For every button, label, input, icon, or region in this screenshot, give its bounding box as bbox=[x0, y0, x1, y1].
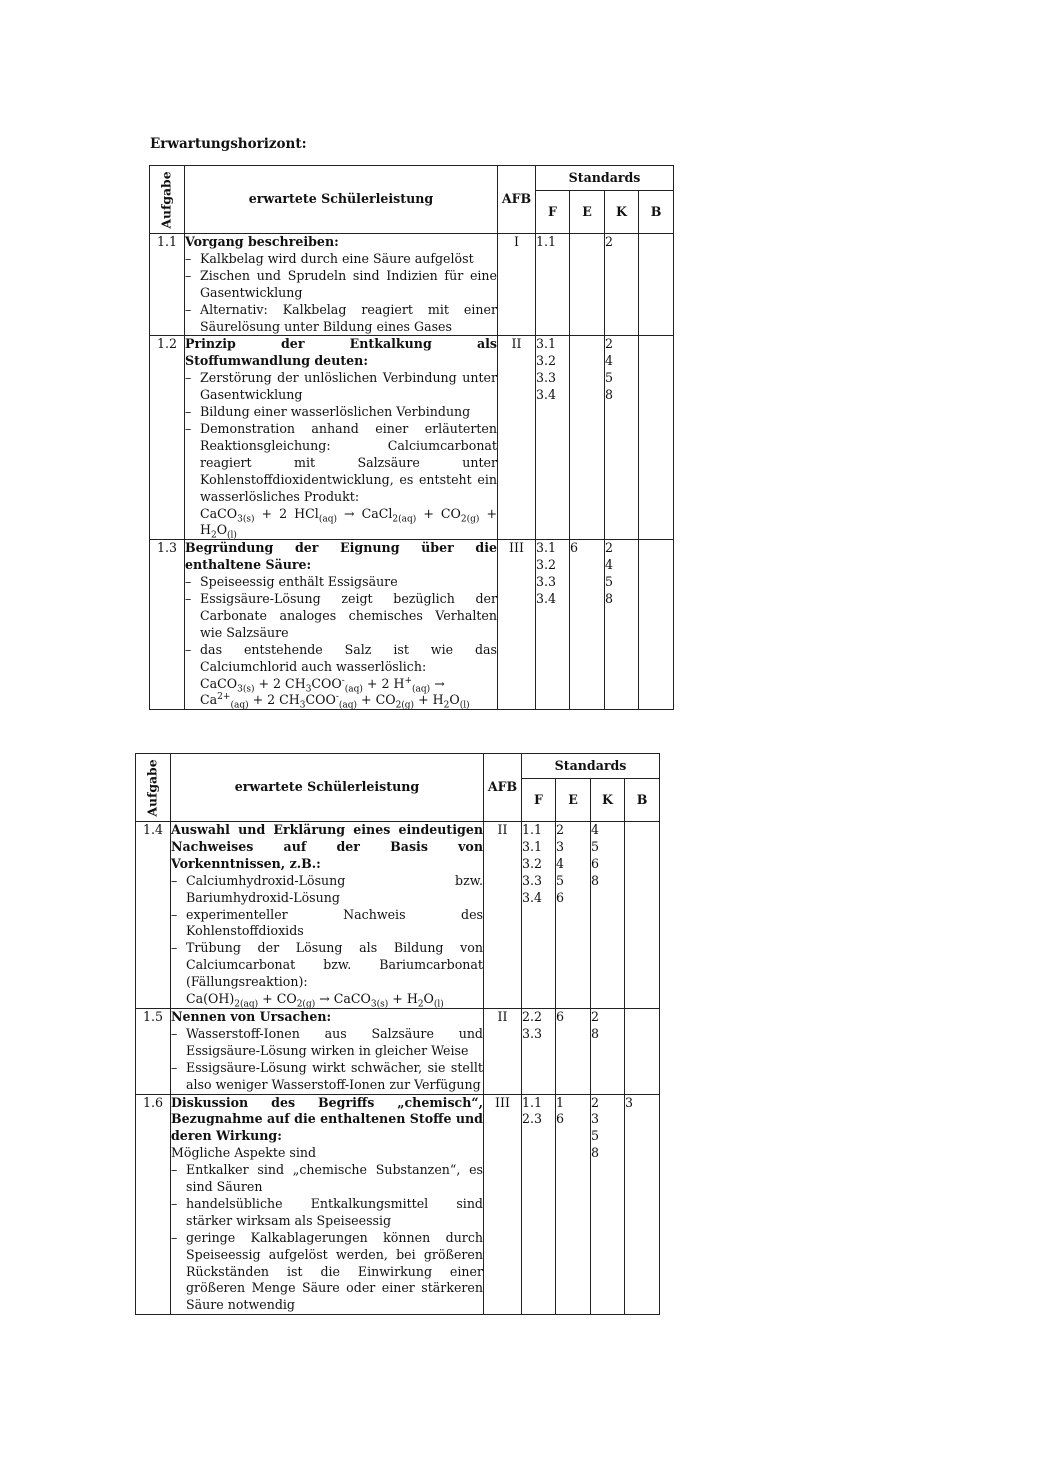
standard-value: 3.2 bbox=[522, 855, 543, 871]
task-number: 1.3 bbox=[150, 540, 185, 710]
list-item: – Demonstration anhand einer erläuterten Reaktionsgleichung: Calciumcarbonat reagiert mit Salzsäure unter Kohlenstoffdioxidentwicklung, es entsteht ein wasserlösliches Produkt: bbox=[185, 421, 497, 506]
standard-value: 3.4 bbox=[536, 590, 557, 606]
standard-f bbox=[522, 1008, 556, 1094]
list-item: – Essigsäure-Lösung wirkt schwächer, sie stellt also weniger Wasserstoff-Ionen zur Verfügung bbox=[171, 1060, 483, 1094]
standard-k bbox=[591, 1094, 625, 1315]
afb-value: I bbox=[498, 234, 536, 336]
item-list bbox=[185, 251, 497, 336]
standard-value: 3 bbox=[591, 1111, 600, 1127]
expected-performance bbox=[171, 822, 484, 1009]
afb-value: II bbox=[498, 336, 536, 540]
list-item: – Essigsäure-Lösung zeigt bezüglich der Carbonate analoges chemisches Verhalten wie Salzsäure bbox=[185, 591, 497, 642]
reaction-equation: CaCO$_{3(s)}$ + 2 $CH_3COO^-_{(aq)} + 2$ $H^+_{(aq)}$ → $Ca^{2+}_{(aq)} + 2$ $CH_3COO^-_{(aq)} + CO_{2(g)} + H_2O_{(l)}$ bbox=[200, 675, 470, 711]
task-number: 1.2 bbox=[150, 336, 185, 540]
standard-value: 4 bbox=[605, 353, 614, 369]
standard-value: 1.1 bbox=[522, 822, 543, 837]
standard-e bbox=[570, 336, 605, 540]
afb-value: II bbox=[484, 1008, 522, 1094]
standard-value: 4 bbox=[556, 855, 565, 871]
reaction-equation: $Ca(OH)_{2(aq)} + CO_{2(g)}$ → CaCO$_{3(s)}$ + $H_2O_{(l)}$ bbox=[186, 991, 444, 1010]
standard-value: 6 bbox=[570, 540, 579, 556]
expected-performance bbox=[185, 336, 498, 540]
page-heading: Erwartungshorizont: bbox=[150, 136, 307, 152]
standard-b bbox=[639, 234, 674, 336]
header-aufgabe: Aufgabe bbox=[136, 754, 171, 822]
header-leistung: erwartete Schülerleistung bbox=[185, 166, 498, 234]
list-item: – handelsübliche Entkalkungsmittel sind stärker wirksam als Speiseessig bbox=[171, 1196, 483, 1230]
standard-value: 5 bbox=[605, 370, 614, 386]
standard-k bbox=[605, 234, 639, 336]
standard-value: 5 bbox=[591, 1128, 600, 1144]
task-number: 1.6 bbox=[136, 1094, 171, 1315]
list-item: – Wasserstoff-Ionen aus Salzsäure und Essigsäure-Lösung wirken in gleicher Weise bbox=[171, 1026, 483, 1060]
header-b: B bbox=[625, 779, 660, 822]
standard-k bbox=[591, 1008, 625, 1094]
standard-value: 2 bbox=[605, 234, 614, 249]
list-item: – Entkalker sind „chemische Substanzen“, es sind Säuren bbox=[171, 1162, 483, 1196]
task-number: 1.5 bbox=[136, 1008, 171, 1094]
header-standards: Standards bbox=[536, 166, 674, 191]
header-k: K bbox=[605, 191, 639, 234]
expectation-table-1 bbox=[149, 165, 674, 710]
standard-value: 2.2 bbox=[522, 1008, 543, 1024]
task-intro: Mögliche Aspekte sind bbox=[171, 1145, 317, 1161]
standard-e bbox=[570, 540, 605, 710]
header-f: F bbox=[522, 779, 556, 822]
standard-b bbox=[639, 540, 674, 710]
standard-value: 3.4 bbox=[536, 387, 557, 403]
task-number: 1.1 bbox=[150, 234, 185, 336]
standard-value: 6 bbox=[556, 889, 565, 905]
standard-value: 3.3 bbox=[522, 1025, 543, 1041]
standard-value: 3 bbox=[556, 838, 565, 854]
expected-performance bbox=[185, 234, 498, 336]
list-item: – Kalkbelag wird durch eine Säure aufgelöst bbox=[185, 251, 497, 268]
task-number: 1.4 bbox=[136, 822, 171, 1009]
table-row bbox=[136, 1094, 660, 1315]
table-row bbox=[150, 540, 674, 710]
standard-value: 3.1 bbox=[536, 540, 557, 556]
header-leistung: erwartete Schülerleistung bbox=[171, 754, 484, 822]
standard-value: 5 bbox=[556, 872, 565, 888]
item-list bbox=[185, 574, 497, 675]
standard-f bbox=[536, 336, 570, 540]
standard-k bbox=[591, 822, 625, 1009]
standard-value: 5 bbox=[605, 574, 614, 590]
standard-value: 3.4 bbox=[522, 889, 543, 905]
standard-value: 2 bbox=[591, 1094, 600, 1110]
list-item: – das entstehende Salz ist wie das Calciumchlorid auch wasserlöslich: bbox=[185, 642, 497, 676]
standard-value: 3.2 bbox=[536, 353, 557, 369]
standard-b bbox=[625, 822, 660, 1009]
standard-value: 2 bbox=[556, 822, 565, 837]
task-title: Diskussion des Begriffs „chemisch“, Bezugnahme auf die enthaltenen Stoffe und deren Wirkung: bbox=[171, 1094, 483, 1144]
list-item: – Trübung der Lösung als Bildung von Calciumcarbonat bzw. Bariumcarbonat (Fällungsreaktion): bbox=[171, 940, 483, 991]
standard-f bbox=[536, 234, 570, 336]
standard-k bbox=[605, 540, 639, 710]
header-b: B bbox=[639, 191, 674, 234]
list-item: – Speiseessig enthält Essigsäure bbox=[185, 574, 497, 591]
list-item: – Alternativ: Kalkbelag reagiert mit einer Säurelösung unter Bildung eines Gases bbox=[185, 302, 497, 336]
standard-b bbox=[625, 1008, 660, 1094]
standard-value: 3.1 bbox=[536, 336, 557, 352]
standard-value: 3.2 bbox=[536, 557, 557, 573]
list-item: – Bildung einer wasserlöslichen Verbindung bbox=[185, 404, 497, 421]
header-afb: AFB bbox=[498, 166, 536, 234]
standard-value: 3 bbox=[625, 1094, 634, 1110]
standard-value: 1.1 bbox=[536, 234, 557, 249]
task-title: Auswahl und Erklärung eines eindeutigen Nachweises auf der Basis von Vorkenntnissen, z.B.: bbox=[171, 822, 483, 871]
header-aufgabe: Aufgabe bbox=[150, 166, 185, 234]
reaction-equation: CaCO$_{3(s)}$ + 2 HCl$_{(aq)}$ → CaCl$_{2(aq)}$ + $CO_{2(g)} + H_2O_{(l)}$ bbox=[200, 505, 497, 541]
standard-value: 1 bbox=[556, 1094, 565, 1110]
standard-value: 6 bbox=[556, 1111, 565, 1127]
standard-e bbox=[570, 234, 605, 336]
standard-value: 6 bbox=[556, 1008, 565, 1024]
standard-value: 6 bbox=[591, 855, 600, 871]
standard-f bbox=[536, 540, 570, 710]
standard-value: 8 bbox=[605, 590, 614, 606]
afb-value: III bbox=[498, 540, 536, 710]
afb-value: III bbox=[484, 1094, 522, 1315]
item-list bbox=[171, 1026, 483, 1094]
list-item: – Calciumhydroxid-Lösung bzw. Bariumhydroxid-Lösung bbox=[171, 873, 483, 907]
expectation-table-2 bbox=[135, 753, 660, 1315]
standard-value: 8 bbox=[591, 1025, 600, 1041]
table-row bbox=[150, 234, 674, 336]
standard-k bbox=[605, 336, 639, 540]
expected-performance bbox=[171, 1094, 484, 1315]
item-list bbox=[185, 370, 497, 505]
standard-b bbox=[625, 1094, 660, 1315]
table-row bbox=[150, 336, 674, 540]
standard-value: 4 bbox=[591, 822, 600, 837]
standard-e bbox=[556, 1094, 591, 1315]
standard-e bbox=[556, 1008, 591, 1094]
standard-value: 2 bbox=[605, 540, 614, 556]
standard-e bbox=[556, 822, 591, 1009]
list-item: – geringe Kalkablagerungen können durch Speiseessig aufgelöst werden, bei größeren Rückständen ist die Einwirkung einer größeren Menge Säure oder einer stärkeren Säure notwendig bbox=[171, 1230, 483, 1315]
standard-value: 2.3 bbox=[522, 1111, 543, 1127]
list-item: – experimenteller Nachweis des Kohlenstoffdioxids bbox=[171, 907, 483, 941]
expected-performance bbox=[185, 540, 498, 710]
standard-value: 2 bbox=[605, 336, 614, 352]
task-title: Prinzip der Entkalkung als Stoffumwandlung deuten: bbox=[185, 336, 497, 369]
standard-b bbox=[639, 336, 674, 540]
afb-value: II bbox=[484, 822, 522, 1009]
table-row bbox=[136, 1008, 660, 1094]
header-f: F bbox=[536, 191, 570, 234]
standard-value: 3.3 bbox=[536, 370, 557, 386]
standard-value: 8 bbox=[605, 387, 614, 403]
standard-value: 2 bbox=[591, 1008, 600, 1024]
standard-value: 1.1 bbox=[522, 1094, 543, 1110]
standard-f bbox=[522, 822, 556, 1009]
expected-performance bbox=[171, 1008, 484, 1094]
standard-value: 3.1 bbox=[522, 838, 543, 854]
list-item: – Zerstörung der unlöslichen Verbindung unter Gasentwicklung bbox=[185, 370, 497, 404]
item-list bbox=[171, 873, 483, 991]
standard-value: 3.3 bbox=[522, 872, 543, 888]
standard-value: 8 bbox=[591, 1145, 600, 1161]
header-k: K bbox=[591, 779, 625, 822]
item-list bbox=[171, 1162, 483, 1314]
header-e: E bbox=[556, 779, 591, 822]
header-afb: AFB bbox=[484, 754, 522, 822]
standard-value: 3.3 bbox=[536, 574, 557, 590]
table-row bbox=[136, 822, 660, 1009]
list-item: – Zischen und Sprudeln sind Indizien für eine Gasentwicklung bbox=[185, 268, 497, 302]
task-title: Vorgang beschreiben: bbox=[185, 234, 339, 249]
task-title: Begründung der Eignung über die enthaltene Säure: bbox=[185, 540, 497, 573]
standard-value: 5 bbox=[591, 838, 600, 854]
standard-f bbox=[522, 1094, 556, 1315]
header-e: E bbox=[570, 191, 605, 234]
header-standards: Standards bbox=[522, 754, 660, 779]
standard-value: 8 bbox=[591, 872, 600, 888]
standard-value: 4 bbox=[605, 557, 614, 573]
task-title: Nennen von Ursachen: bbox=[171, 1008, 332, 1024]
